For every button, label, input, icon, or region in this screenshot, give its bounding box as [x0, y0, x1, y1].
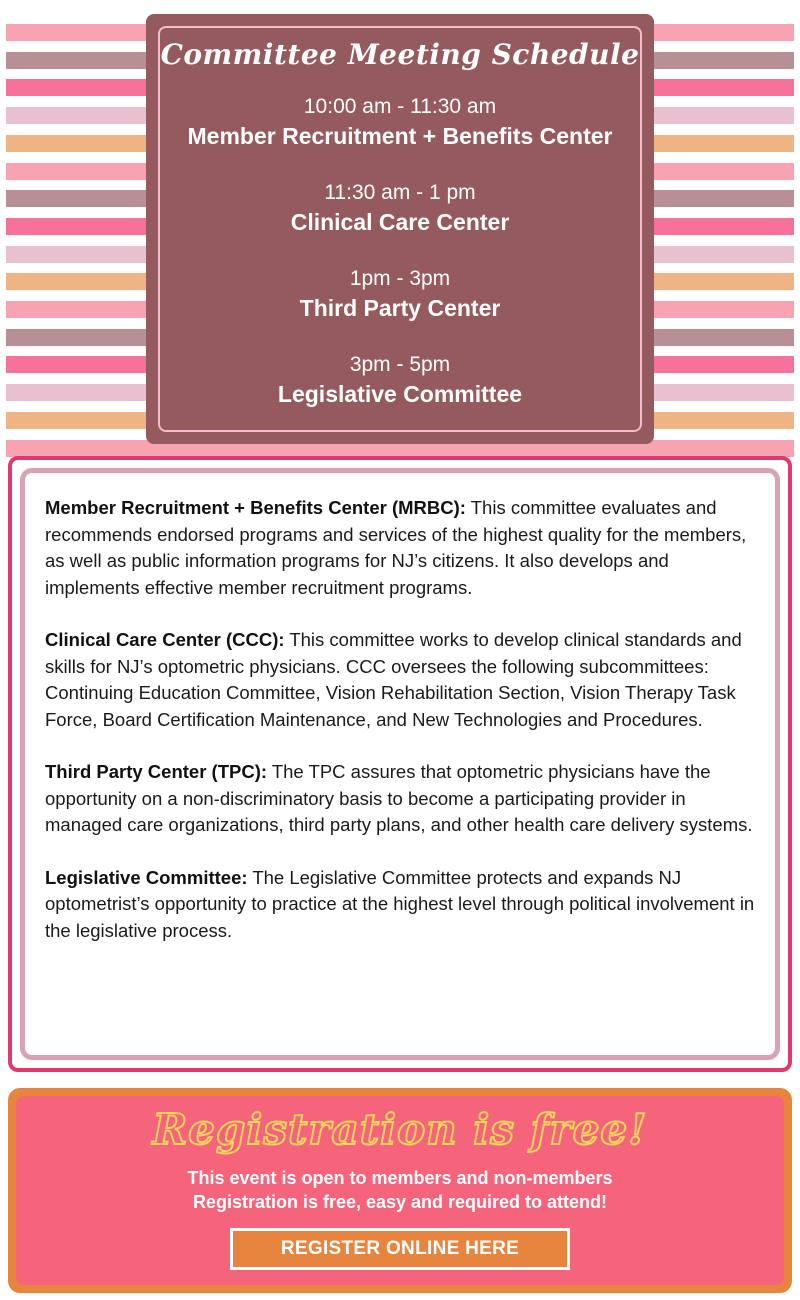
slot-time: 11:30 am - 1 pm [324, 181, 476, 204]
schedule-inner-frame [158, 26, 642, 432]
slot-time: 1pm - 3pm [349, 267, 451, 290]
registration-inner [16, 1096, 784, 1285]
description-title: Third Party Center (TPC): [45, 761, 268, 782]
description-mrbc [45, 495, 755, 601]
slot-committee: Clinical Care Center [290, 209, 510, 235]
description-title: Clinical Care Center (CCC): [45, 629, 285, 650]
schedule-slot [160, 264, 640, 324]
schedule-slot [160, 178, 640, 238]
slot-committee: Member Recruitment + Benefits Center [187, 123, 613, 149]
registration-info-line: Registration is free, easy and required to attend! [192, 1192, 608, 1212]
schedule-card [146, 14, 654, 444]
description-text: The TPC assures that optometric physicians have the opportunity on a non-discriminatory basis to become a participating provider in managed care organizations, third party plans, and other health care delivery systems. [45, 761, 753, 835]
schedule-title: Committee Meeting Schedule [160, 38, 640, 71]
description-text: The Legislative Committee protects and expands NJ optometrist’s opportunity to practice at the highest level through political involvement in the legislative process. [45, 866, 755, 941]
committee-descriptions-inner [20, 468, 780, 1060]
slot-time: 3pm - 5pm [349, 353, 451, 376]
slot-committee: Legislative Committee [277, 381, 523, 407]
description-ccc [45, 627, 755, 733]
registration-heading: Registration is free! [152, 1105, 648, 1154]
slot-time: 10:00 am - 11:30 am [303, 95, 497, 118]
description-title: Member Recruitment + Benefits Center (MRBC): [45, 497, 466, 518]
description-legislative [45, 865, 755, 945]
schedule-slot [160, 350, 640, 410]
registration-info-line: This event is open to members and non-members [187, 1168, 613, 1188]
registration-banner [8, 1088, 792, 1293]
slot-committee: Third Party Center [299, 295, 501, 321]
description-title: Legislative Committee: [45, 866, 248, 888]
description-tpc [45, 759, 755, 839]
register-online-button[interactable]: REGISTER ONLINE HERE [230, 1228, 570, 1270]
schedule-slot [160, 92, 640, 152]
committee-descriptions-box [8, 456, 792, 1072]
description-text: This committee works to develop clinical standards and skills for NJ’s optometric physicians. CCC oversees the following subcommittees: Continuing Education Committee, Vision Rehabilitation Section, Vision Therapy Task Force, Board Certification Maintenance, and New Technologies and Procedures. [45, 629, 742, 730]
description-text: This committee evaluates and recommends endorsed programs and services of the highest quality for the members, as well as public information programs for NJ’s citizens. It also develops and implements effective member recruitment programs. [45, 497, 747, 598]
